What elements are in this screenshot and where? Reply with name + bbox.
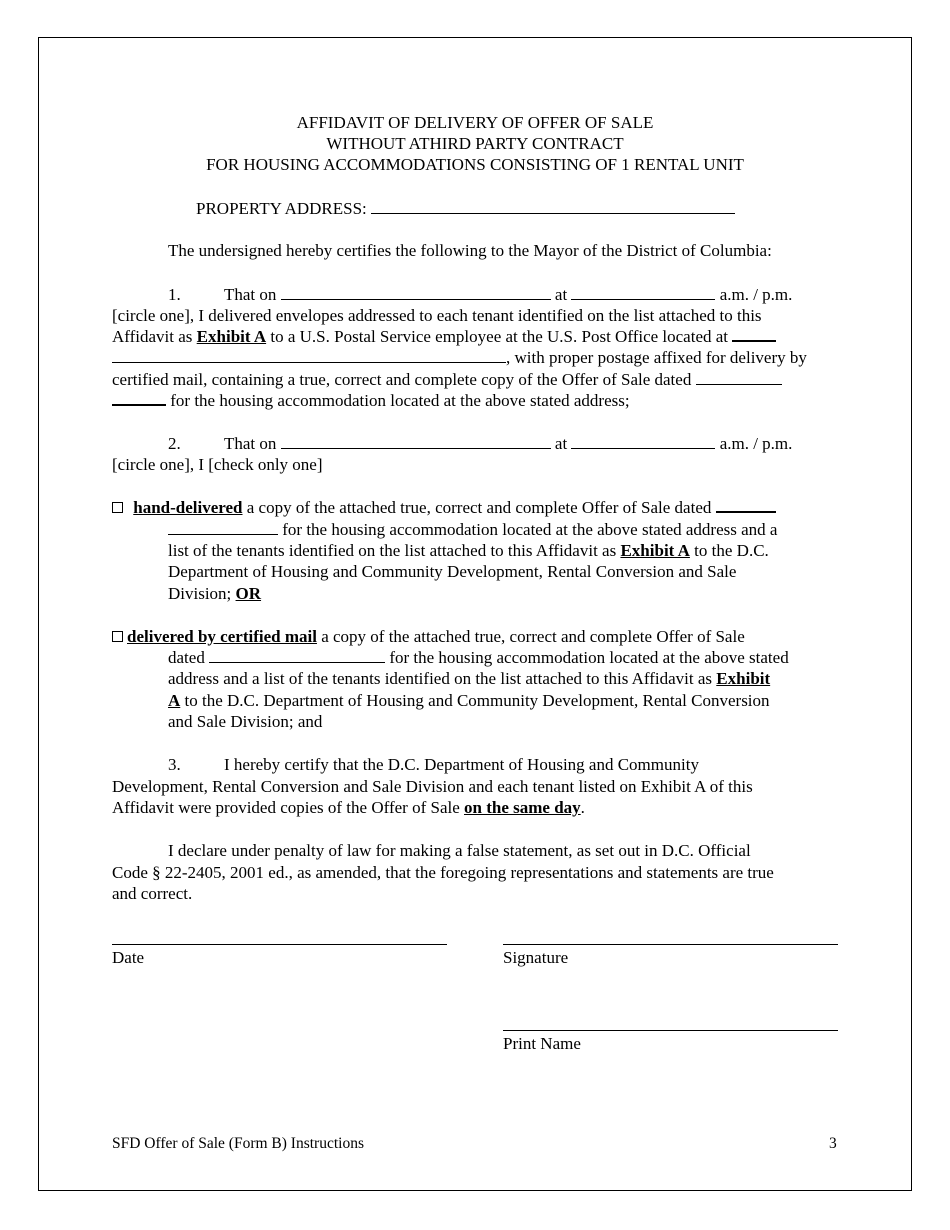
certified-mail-checkbox[interactable] — [112, 631, 123, 642]
item3-line2: Development, Rental Conversion and Sale Division and each tenant listed on Exhibit A of this — [112, 777, 753, 796]
property-address-label: PROPERTY ADDRESS: — [196, 199, 367, 218]
option-a-line1-post: a copy of the attached true, correct and complete Offer of Sale dated — [246, 498, 712, 517]
date-line[interactable] — [112, 944, 447, 945]
title-line-2: WITHOUT ATHIRD PARTY CONTRACT — [326, 134, 624, 153]
option-a-exhibit: Exhibit A — [620, 541, 690, 560]
item1-num: 1. — [168, 285, 181, 304]
item2-time-field[interactable] — [571, 434, 715, 449]
item2-ampm: a.m. / p.m. — [719, 434, 793, 453]
option-b-line2 — [168, 647, 789, 668]
option-b-line3-pre: address and a list of the tenants identified on the list attached to this Affidavit as — [168, 669, 713, 688]
option-b-line1 — [112, 626, 745, 647]
item1-line4 — [112, 347, 807, 368]
option-b-date-field[interactable] — [209, 648, 385, 663]
item3-line3 — [112, 797, 585, 818]
option-b-line4-post: to the D.C. Department of Housing and Community Development, Rental Conversion — [184, 691, 770, 710]
item1-line6 — [112, 390, 630, 411]
item3-line3-pre: Affidavit were provided copies of the Offer of Sale — [112, 798, 460, 817]
item2-num: 2. — [168, 434, 181, 453]
option-a-line3 — [168, 540, 769, 561]
item1-ampm: a.m. / p.m. — [719, 285, 793, 304]
item1-line3-post: to a U.S. Postal Service employee at the U.S. Post Office located at — [270, 327, 729, 346]
option-b-line2-pre: dated — [168, 648, 205, 667]
option-b-line1-post: a copy of the attached true, correct and complete Offer of Sale — [321, 627, 745, 646]
certified-mail-label: delivered by certified mail — [127, 627, 317, 646]
footer-label: SFD Offer of Sale (Form B) Instructions — [112, 1135, 364, 1152]
option-b-exhibit-a: Exhibit — [716, 669, 771, 688]
option-a-line5-pre: Division; — [168, 584, 232, 603]
declaration-line1: I declare under penalty of law for making a false statement, as set out in D.C. Official — [168, 841, 751, 860]
option-a-line2 — [168, 519, 777, 540]
item1-date-field[interactable] — [281, 285, 551, 300]
item1-line4-text: , with proper postage affixed for delivery by — [506, 348, 807, 367]
item2-that-on: That on — [224, 434, 277, 453]
item1-at: at — [554, 285, 568, 304]
signature-label: Signature — [503, 948, 569, 967]
option-a-line4: Department of Housing and Community Development, Rental Conversion and Sale — [168, 562, 737, 581]
item1-time-field[interactable] — [571, 285, 715, 300]
title-line-1: AFFIDAVIT OF DELIVERY OF OFFER OF SALE — [296, 113, 654, 132]
option-b-line2-post: for the housing accommodation located at the above stated — [389, 648, 789, 667]
option-b-line4 — [168, 690, 770, 711]
page-number: 3 — [829, 1135, 837, 1152]
item1-line3 — [112, 326, 776, 347]
option-a-date-field-b[interactable] — [168, 520, 278, 535]
print-name-label: Print Name — [503, 1034, 581, 1053]
option-a-date-field-a[interactable] — [716, 497, 776, 513]
item1-line3-pre: Affidavit as — [112, 327, 193, 346]
declaration-line2: Code § 22-2405, 2001 ed., as amended, that the foregoing representations and statements are true — [112, 863, 774, 882]
item1-post-office-field-a[interactable] — [732, 326, 776, 342]
item3-num: 3. — [168, 755, 181, 774]
option-a-line2-text: for the housing accommodation located at the above stated address and a — [282, 520, 778, 539]
item1-line5-text: certified mail, containing a true, correct and complete copy of the Offer of Sale dated — [112, 370, 692, 389]
item1-exhibit: Exhibit A — [196, 327, 267, 346]
item3-same-day: on the same day — [464, 798, 581, 817]
option-a-line3-post: to the D.C. — [694, 541, 769, 560]
item1-that-on: That on — [224, 285, 277, 304]
title-line-3: FOR HOUSING ACCOMMODATIONS CONSISTING OF 1 RENTAL UNIT — [206, 155, 744, 174]
option-a-line1 — [112, 497, 776, 518]
item2-at: at — [554, 434, 568, 453]
intro-text: The undersigned hereby certifies the following to the Mayor of the District of Columbia: — [168, 241, 772, 260]
item2-line2: [circle one], I [check only one] — [112, 455, 323, 474]
date-label: Date — [112, 948, 145, 967]
item3-line3-post: . — [580, 798, 585, 817]
item1-offer-date-field-b[interactable] — [112, 390, 166, 406]
signature-line[interactable] — [503, 944, 838, 945]
item1-line5 — [112, 369, 782, 390]
item1-line1 — [224, 284, 792, 305]
property-address-row — [196, 198, 735, 219]
item1-line2: [circle one], I delivered envelopes addressed to each tenant identified on the list attached to this — [112, 306, 762, 325]
declaration-line3: and correct. — [112, 884, 193, 903]
property-address-field[interactable] — [371, 199, 735, 214]
option-b-line3 — [168, 668, 770, 689]
item2-line1 — [224, 433, 792, 454]
item1-line6-text: for the housing accommodation located at the above stated address; — [170, 391, 630, 410]
option-a-line5 — [168, 583, 261, 604]
option-b-line5: and Sale Division; and — [168, 712, 323, 731]
item3-line1: I hereby certify that the D.C. Department of Housing and Community — [224, 755, 699, 774]
print-name-line[interactable] — [503, 1030, 838, 1031]
hand-delivered-label: hand-delivered — [133, 498, 243, 517]
item1-offer-date-field-a[interactable] — [696, 370, 782, 385]
item1-post-office-field-b[interactable] — [112, 348, 506, 363]
item2-date-field[interactable] — [281, 434, 551, 449]
option-a-or: OR — [235, 584, 262, 603]
option-a-line3-pre: list of the tenants identified on the list attached to this Affidavit as — [168, 541, 617, 560]
option-b-exhibit-b: A — [168, 691, 181, 710]
hand-delivered-checkbox[interactable] — [112, 502, 123, 513]
